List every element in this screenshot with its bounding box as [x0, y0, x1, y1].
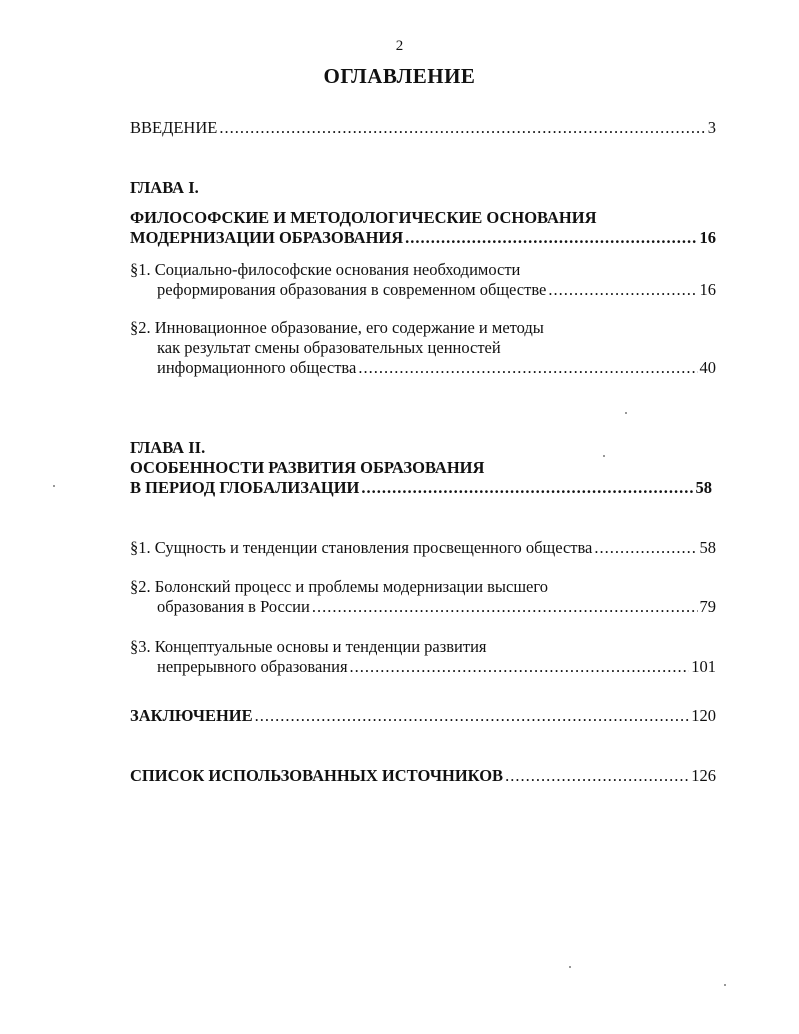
toc-entry-sources[interactable]	[130, 766, 716, 786]
scan-speck	[603, 455, 605, 457]
scan-speck	[569, 966, 571, 968]
toc-page-number: 126	[691, 766, 716, 785]
toc-section-1-1[interactable]	[130, 260, 716, 300]
section-title-line: §1. Социально-философские основания необходимости	[130, 260, 521, 279]
dot-leader	[358, 358, 697, 378]
chapter-title-line: ФИЛОСОФСКИЕ И МЕТОДОЛОГИЧЕСКИЕ ОСНОВАНИЯ	[130, 208, 597, 227]
chapter-title-line: ОСОБЕННОСТИ РАЗВИТИЯ ОБРАЗОВАНИЯ	[130, 458, 485, 477]
chapter-heading: ГЛАВА II.	[130, 438, 206, 457]
scan-speck	[724, 984, 726, 986]
chapter-title-line: МОДЕРНИЗАЦИИ ОБРАЗОВАНИЯ	[130, 228, 404, 247]
dot-leader	[505, 766, 689, 786]
toc-page-number: 58	[695, 478, 712, 497]
section-title-line: непрерывного образования	[157, 657, 348, 676]
scan-speck	[53, 485, 55, 487]
toc-page-number: 79	[699, 597, 716, 616]
toc-entry-label: ВВЕДЕНИЕ	[130, 118, 218, 137]
section-title-line: §2. Инновационное образование, его содержание и методы	[130, 318, 544, 337]
dot-leader	[361, 478, 693, 498]
toc-chapter-2[interactable]	[130, 438, 712, 498]
section-title-line: §2. Болонский процесс и проблемы модернизации высшего	[130, 577, 548, 596]
toc-page-number: 16	[699, 228, 716, 247]
page-number: 2	[395, 38, 404, 54]
dot-leader	[219, 118, 705, 138]
toc-entry-label: ЗАКЛЮЧЕНИЕ	[130, 706, 253, 725]
dot-leader	[594, 538, 697, 558]
toc-chapter-1[interactable]	[130, 178, 716, 248]
toc-page-number: 120	[691, 706, 716, 725]
section-title-line: информационного общества	[157, 358, 357, 377]
toc-entry-conclusion[interactable]	[130, 706, 716, 726]
toc-page-number: 101	[691, 657, 716, 676]
section-title-line: образования в России	[157, 597, 310, 616]
scan-speck	[625, 412, 627, 414]
toc-section-2-3[interactable]	[130, 637, 716, 677]
dot-leader	[405, 228, 697, 248]
dot-leader	[350, 657, 690, 677]
toc-section-2-2[interactable]	[130, 577, 716, 617]
toc-section-1-2[interactable]	[130, 318, 716, 378]
toc-page-number: 16	[699, 280, 716, 299]
toc-page-number: 58	[699, 538, 716, 557]
section-title-line: как результат смены образовательных ценностей	[157, 338, 501, 357]
toc-page-number: 40	[699, 358, 716, 377]
chapter-title-line: В ПЕРИОД ГЛОБАЛИЗАЦИИ	[130, 478, 360, 497]
chapter-heading: ГЛАВА I.	[130, 178, 199, 197]
dot-leader	[255, 706, 690, 726]
page-title: ОГЛАВЛЕНИЕ	[323, 64, 476, 88]
toc-page-number: 3	[707, 118, 716, 137]
dot-leader	[548, 280, 697, 300]
section-title-line: §1. Сущность и тенденции становления просвещенного общества	[130, 538, 593, 557]
toc-section-2-1[interactable]	[130, 538, 716, 558]
dot-leader	[312, 597, 698, 617]
section-title-line: реформирования образования в современном обществе	[157, 280, 547, 299]
section-title-line: §3. Концептуальные основы и тенденции развития	[130, 637, 487, 656]
toc-entry-label: СПИСОК ИСПОЛЬЗОВАННЫХ ИСТОЧНИКОВ	[130, 766, 504, 785]
toc-entry-introduction[interactable]	[130, 118, 716, 138]
